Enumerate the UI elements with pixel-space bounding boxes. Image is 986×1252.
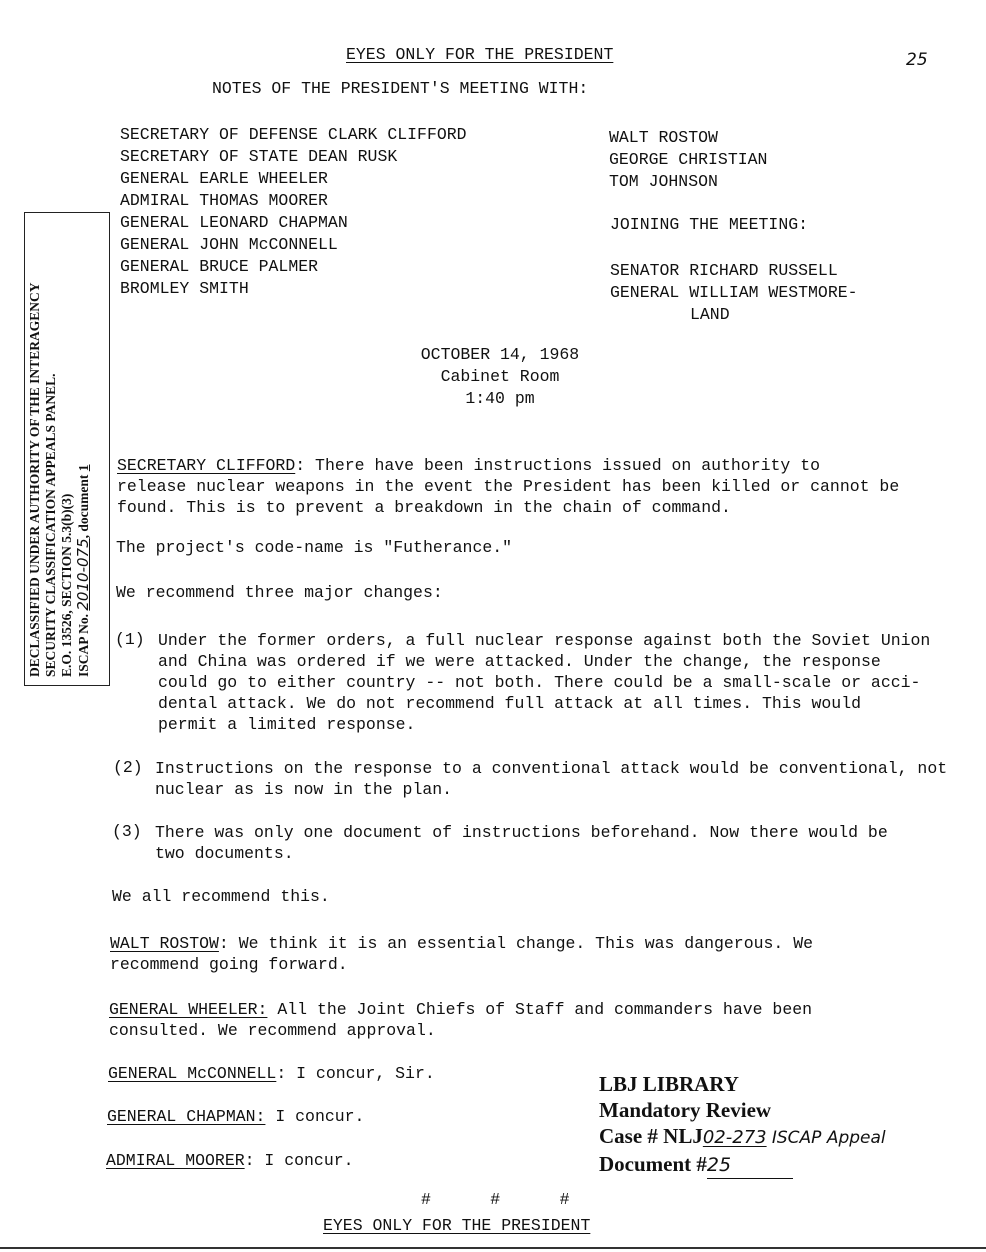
attendee: GENERAL LEONARD CHAPMAN <box>120 213 348 232</box>
item-1-text <box>158 630 930 735</box>
wheeler-paragraph <box>109 999 812 1041</box>
paragraph-text: : I concur, Sir. <box>276 1064 435 1083</box>
iscap-number: 2010-075 <box>74 538 92 611</box>
handwritten-page-number: 25 <box>906 50 928 70</box>
joining-list <box>610 260 858 326</box>
paragraph-text: permit a limited response. <box>158 715 416 734</box>
paragraph-text: nuclear as is now in the plan. <box>155 780 453 799</box>
classification-footer: EYES ONLY FOR THE PRESIDENT <box>323 1216 591 1235</box>
attendees-right-list <box>609 127 767 193</box>
attendee: GENERAL BRUCE PALMER <box>120 257 319 276</box>
attendee: ADMIRAL THOMAS MOORER <box>120 191 328 210</box>
speaker-mcconnell: GENERAL McCONNELL <box>108 1064 277 1083</box>
paragraph-text: consulted. We recommend approval. <box>109 1021 436 1040</box>
attendee: GEORGE CHRISTIAN <box>609 150 768 169</box>
recommend-line: We recommend three major changes: <box>116 583 443 602</box>
case-number: 02-273 <box>702 1127 767 1148</box>
attendees-left-list <box>120 124 467 300</box>
attendee: GENERAL JOHN McCONNELL <box>120 235 338 254</box>
paragraph-text: Instructions on the response to a conventional attack would be conventional, not <box>155 759 948 778</box>
attendee: SECRETARY OF DEFENSE CLARK CLIFFORD <box>120 125 467 144</box>
lbj-case-line <box>599 1123 886 1151</box>
meeting-time: 1:40 pm <box>465 389 535 408</box>
joining-attendee: GENERAL WILLIAM WESTMORE- <box>610 283 858 302</box>
paragraph-text: All the Joint Chiefs of Staff and commanders have been <box>267 1000 813 1019</box>
mcconnell-line <box>108 1064 435 1083</box>
speaker-moorer: ADMIRAL MOORER <box>106 1151 245 1170</box>
item-number: (1) <box>115 630 145 649</box>
all-recommend-line: We all recommend this. <box>112 887 330 906</box>
chapman-line <box>107 1107 364 1126</box>
declassification-stamp <box>24 212 110 686</box>
speaker-rostow: WALT ROSTOW <box>110 934 219 953</box>
stamp-iscap-line <box>75 213 92 685</box>
paragraph-text: : We think it is an essential change. This was dangerous. We <box>218 934 814 953</box>
paragraph-text: Under the former orders, a full nuclear response against both the Soviet Union <box>158 631 931 650</box>
paragraph-text: There was only one document of instructions beforehand. Now there would be <box>155 823 888 842</box>
attendee: WALT ROSTOW <box>609 128 718 147</box>
iscap-label: ISCAP No. <box>76 613 91 677</box>
rostow-paragraph <box>110 933 813 975</box>
stamp-line: SECURITY CLASSIFICATION APPEALS PANEL. <box>43 373 58 677</box>
paragraph-text: I concur. <box>265 1107 365 1126</box>
paragraph-text: : There have been instructions issued on authority to <box>295 456 821 475</box>
paragraph-text: two documents. <box>155 844 294 863</box>
lbj-document-line <box>599 1151 886 1179</box>
meeting-location: Cabinet Room <box>440 367 560 386</box>
clifford-paragraph <box>117 455 899 518</box>
case-note: ISCAP Appeal <box>771 1128 886 1148</box>
attendee: BROMLEY SMITH <box>120 279 249 298</box>
paragraph-text: could go to either country -- not both. There could be a small-scale or acci- <box>158 673 921 692</box>
lbj-library-stamp <box>599 1071 886 1179</box>
document-number: 1 <box>76 464 91 472</box>
speaker-clifford: SECRETARY CLIFFORD <box>117 456 296 475</box>
meeting-date: OCTOBER 14, 1968 <box>420 345 580 364</box>
stamp-line: DECLASSIFIED UNDER AUTHORITY OF THE INTERAGENCY <box>27 282 42 677</box>
speaker-chapman: GENERAL CHAPMAN: <box>107 1107 266 1126</box>
attendee: GENERAL EARLE WHEELER <box>120 169 328 188</box>
paragraph-text: dental attack. We do not recommend full attack at all times. This would <box>158 694 862 713</box>
item-number: (2) <box>113 758 143 777</box>
lbj-review: Mandatory Review <box>599 1098 772 1122</box>
paragraph-text: recommend going forward. <box>110 955 348 974</box>
attendee: SECRETARY OF STATE DEAN RUSK <box>120 147 398 166</box>
item-3-text <box>155 822 888 864</box>
case-label: Case # NLJ <box>599 1124 703 1148</box>
paragraph-text: release nuclear weapons in the event the President has been killed or cannot be <box>117 477 900 496</box>
speaker-wheeler: GENERAL WHEELER: <box>109 1000 268 1019</box>
document-label: Document # <box>599 1152 707 1176</box>
item-2-text <box>155 758 947 800</box>
attendee: TOM JOHNSON <box>609 172 718 191</box>
joining-attendee: LAND <box>690 305 730 324</box>
joining-label: JOINING THE MEETING: <box>610 215 809 234</box>
document-label: , document <box>76 474 91 539</box>
classification-header: EYES ONLY FOR THE PRESIDENT <box>346 45 614 64</box>
stamp-line: E.O. 13526, SECTION 5.3(b)(3) <box>59 493 74 677</box>
end-marks: # # # <box>421 1190 570 1209</box>
meeting-info <box>360 344 640 410</box>
item-number: (3) <box>112 822 142 841</box>
moorer-line <box>106 1151 354 1170</box>
meeting-title: NOTES OF THE PRESIDENT'S MEETING WITH: <box>212 79 589 98</box>
paragraph-text: and China was ordered if we were attacked. Under the change, the response <box>158 652 881 671</box>
lbj-title: LBJ LIBRARY <box>599 1072 739 1096</box>
paragraph-text: : I concur. <box>244 1151 354 1170</box>
paragraph-text: found. This is to prevent a breakdown in the chain of command. <box>117 498 731 517</box>
page-bottom-edge <box>0 1247 986 1249</box>
lbj-document-number: 25 <box>707 1152 793 1179</box>
codename-line: The project's code-name is "Futherance." <box>116 538 513 557</box>
joining-attendee: SENATOR RICHARD RUSSELL <box>610 261 838 280</box>
